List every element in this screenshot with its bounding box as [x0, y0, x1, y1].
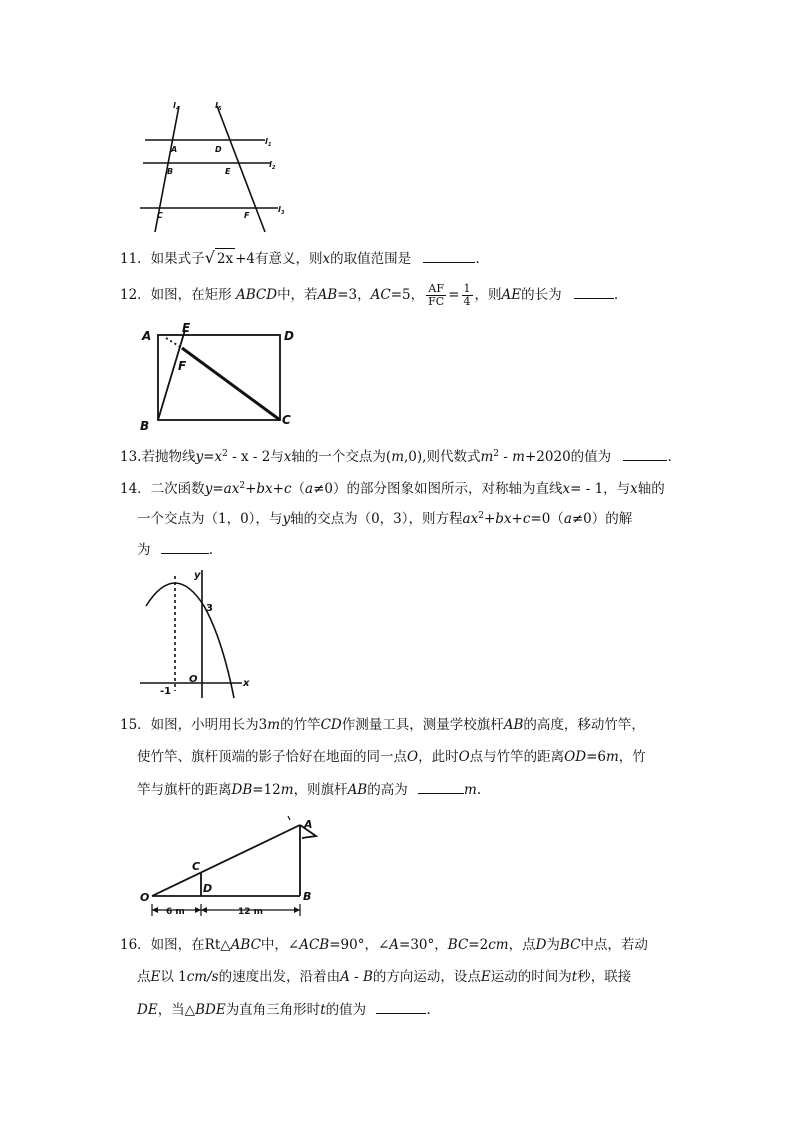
question-13: 13.若抛物线$y=x^2 - x - 2$与x轴的一个交点为(m,0),则代数式$m^2 - m+2020$的值为 . [120, 446, 672, 467]
label-l2: l [269, 160, 272, 169]
question-15-line-2: 使竹竿、旗杆顶端的影子恰好在地面的同一点O，此时O点与竹竿的距离OD=6m，竹 [137, 749, 646, 765]
parallel-lines-figure [135, 98, 295, 238]
svg-text:4: 4 [176, 106, 180, 112]
label-B: B [303, 890, 312, 903]
label-A: A [304, 818, 313, 831]
label-A: A [171, 145, 178, 154]
label-C: C [192, 860, 201, 873]
label-A: A [142, 329, 152, 343]
fraction-one-quarter: $\frac{1}{4}$ [463, 282, 471, 308]
answer-blank-14[interactable] [161, 539, 209, 554]
label-D: D [203, 882, 213, 895]
label-three: 3 [206, 603, 213, 614]
distance-db: 12 m [238, 907, 264, 917]
answer-blank-12[interactable] [574, 284, 614, 299]
question-16-line-1: 16．如图，在Rt△ABC中，∠ACB=90°，∠A=30°，BC=2cm，点D为BC中点，若动 [120, 937, 648, 953]
answer-blank-11[interactable] [423, 248, 475, 263]
label-C: C [157, 211, 163, 220]
question-14-line-2: 一个交点为（1，0），与y轴的交点为（0，3），则方程$ax^2+bx+c=0(a\ne 0)$的解 [137, 511, 633, 527]
flagpole-figure [140, 808, 330, 920]
question-14-line-3: 为 . [137, 539, 213, 560]
label-y-axis: y [194, 570, 201, 581]
label-D: D [215, 145, 222, 154]
rectangle-figure [138, 318, 298, 433]
answer-blank-15[interactable] [418, 779, 464, 794]
svg-text:5: 5 [218, 106, 222, 112]
question-14-line-1: 14．二次函数$y=ax^2+bx+c(a\ne 0)$的部分图象如图所示，对称轴为直线x= - 1，与x轴的 [120, 481, 665, 497]
label-origin: O [189, 674, 198, 685]
label-F: F [244, 211, 250, 220]
question-16-line-3: DE，当△BDE为直角三角形时t的值为 . [137, 999, 431, 1020]
question-15-line-3: 竿与旗杆的距离DB=12m，则旗杆AB的高为 m. [137, 779, 481, 800]
label-C: C [282, 413, 291, 427]
label-x-axis: x [243, 678, 250, 689]
question-12: 12．如图，在矩形 ABCD中，若AB=3，AC=5， $\frac{AF}{FC}$ = $\frac{1}{4}$ ，则AE的长为 . [120, 282, 619, 308]
svg-text:3: 3 [281, 210, 285, 216]
label-D: D [284, 329, 294, 343]
parabola-figure [140, 566, 255, 701]
distance-od: 6 m [166, 907, 185, 917]
label-l4: l [173, 101, 176, 110]
label-B: B [167, 167, 174, 176]
label-E: E [182, 321, 191, 335]
label-E: E [225, 167, 231, 176]
label-B: B [140, 419, 150, 433]
label-l5: l [215, 101, 218, 110]
question-11: 11．如果式子√ 2x +4有意义，则x的取值范围是 . [120, 248, 480, 267]
label-l3: l [278, 205, 281, 214]
answer-blank-13[interactable] [623, 446, 667, 461]
svg-text:1: 1 [268, 142, 272, 148]
label-F: F [178, 359, 187, 373]
svg-text:2: 2 [272, 165, 276, 171]
label-l1: l [265, 137, 268, 146]
label-neg-one: -1 [160, 686, 172, 697]
question-16-line-2: 点E以 1cm/s的速度出发，沿着由A - B的方向运动，设点E运动的时间为t秒，联接 [137, 969, 632, 985]
answer-blank-16[interactable] [376, 999, 426, 1014]
question-15-line-1: 15．如图，小明用长为3m的竹竿CD作测量工具，测量学校旗杆AB的高度，移动竹竿， [120, 717, 645, 733]
label-O: O [140, 891, 150, 904]
fraction-af-fc: $\frac{AF}{FC}$ [428, 282, 445, 308]
